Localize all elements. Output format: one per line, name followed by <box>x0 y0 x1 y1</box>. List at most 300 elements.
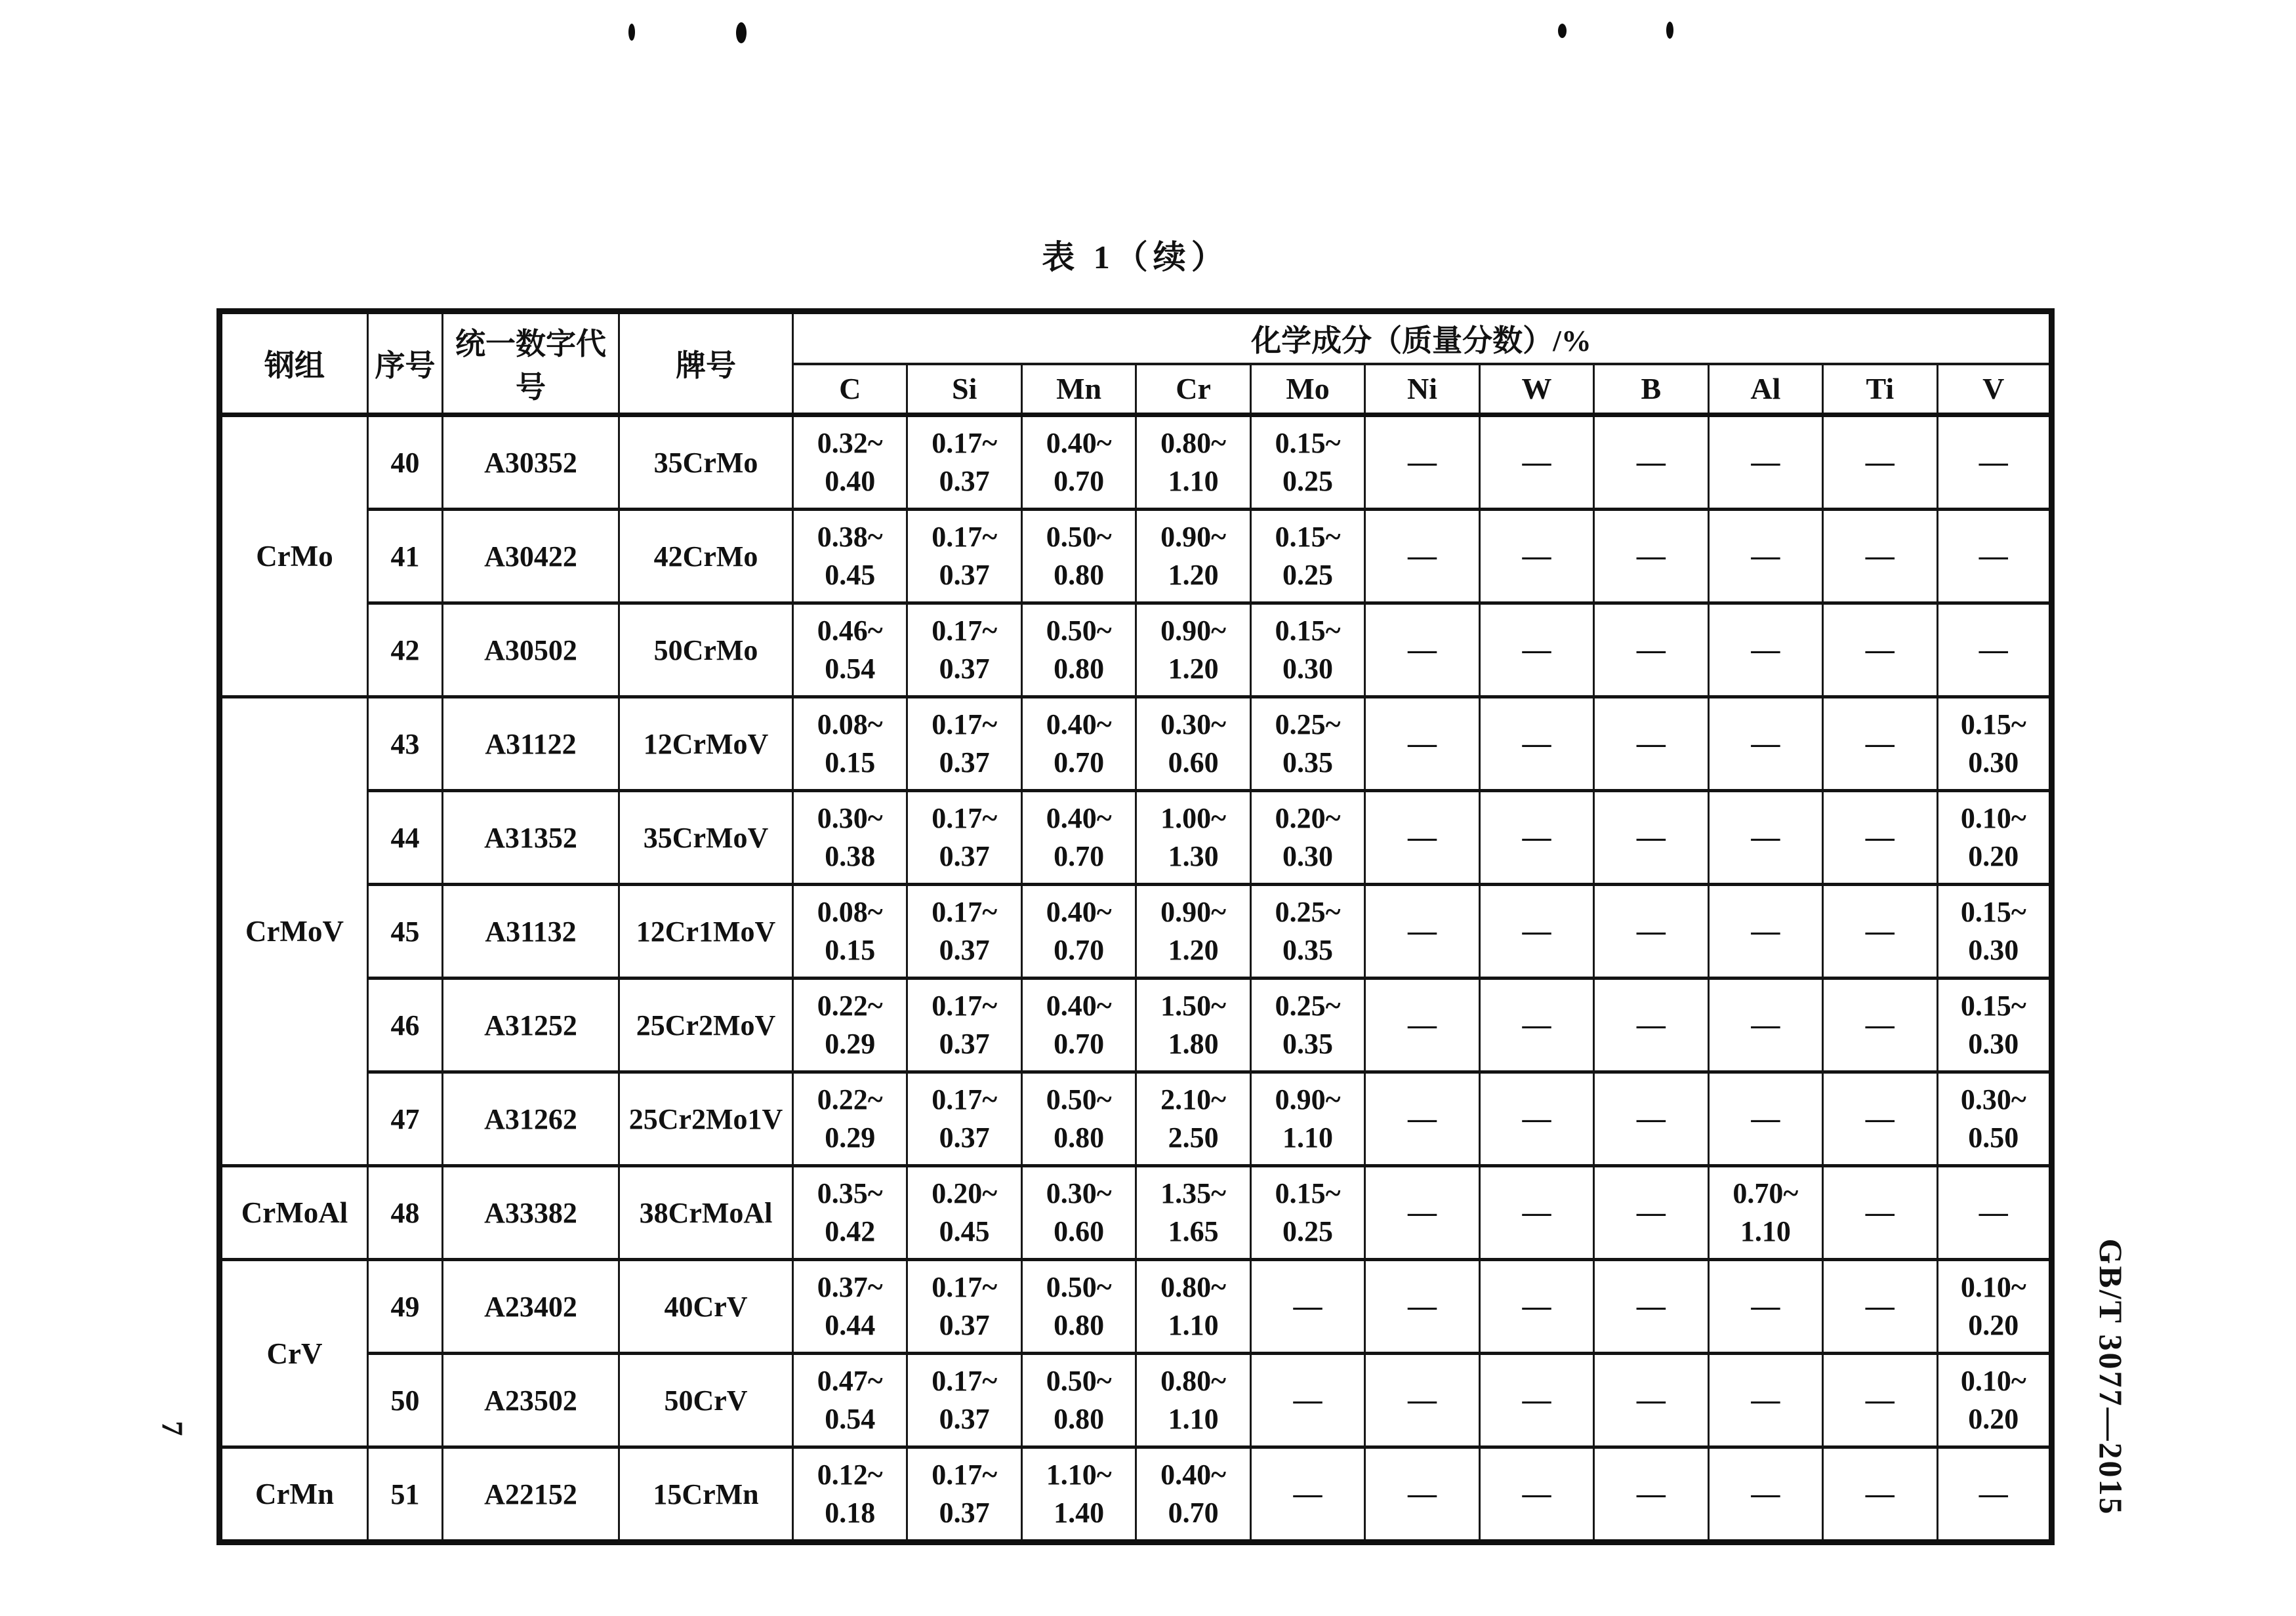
value-cell <box>1937 1166 2051 1260</box>
code-cell: A30502 <box>443 603 619 697</box>
empty-dash: — <box>1522 446 1551 478</box>
value-range-min: 0.17~ <box>932 427 998 459</box>
value-range-max: 0.38 <box>825 840 876 872</box>
empty-dash: — <box>1522 540 1551 572</box>
value-range-min: 0.50~ <box>1046 1365 1112 1397</box>
header-element-b: B <box>1594 364 1708 415</box>
empty-dash: — <box>1636 1290 1666 1322</box>
value-range-max: 1.80 <box>1168 1028 1219 1060</box>
value-cell <box>1250 1354 1364 1447</box>
value-range-min: 0.47~ <box>817 1365 883 1397</box>
empty-dash: — <box>1636 1384 1666 1416</box>
value-cell <box>1708 1166 1822 1260</box>
value-range-max: 0.37 <box>939 465 990 497</box>
scan-speck <box>736 22 747 43</box>
value-cell <box>1021 415 1136 510</box>
value-cell <box>1479 979 1593 1072</box>
page-number: 7 <box>155 1421 190 1436</box>
value-range-max: 0.37 <box>939 840 990 872</box>
value-cell <box>793 885 907 979</box>
value-range-max: 0.29 <box>825 1121 876 1154</box>
empty-dash: — <box>1522 727 1551 759</box>
empty-dash: — <box>1522 1102 1551 1135</box>
empty-dash: — <box>1636 1196 1666 1228</box>
value-cell <box>1365 697 1479 791</box>
group-cell: CrMn <box>220 1447 368 1543</box>
empty-dash: — <box>1751 446 1780 478</box>
value-cell <box>1136 697 1250 791</box>
value-range-max: 0.70 <box>1054 1028 1105 1060</box>
value-cell <box>1708 979 1822 1072</box>
value-cell <box>1708 603 1822 697</box>
empty-dash: — <box>1865 540 1895 572</box>
value-cell <box>1021 1072 1136 1166</box>
empty-dash: — <box>1407 446 1437 478</box>
value-range-max: 1.20 <box>1168 559 1219 591</box>
value-cell <box>907 979 1021 1072</box>
value-cell <box>1136 510 1250 603</box>
empty-dash: — <box>1751 540 1780 572</box>
value-cell <box>1479 1447 1593 1543</box>
value-range-min: 0.40~ <box>1046 990 1112 1022</box>
value-cell <box>1594 1072 1708 1166</box>
value-range-max: 0.25 <box>1282 465 1334 497</box>
value-range-max: 1.10 <box>1168 1309 1219 1341</box>
index-cell: 45 <box>368 885 443 979</box>
grade-cell: 50CrV <box>619 1354 793 1447</box>
value-cell <box>1708 697 1822 791</box>
value-cell <box>1594 1260 1708 1354</box>
header-composition: 化学成分（质量分数）/% <box>793 312 2052 364</box>
value-range-max: 0.70 <box>1054 840 1105 872</box>
value-cell <box>907 1260 1021 1354</box>
empty-dash: — <box>1522 634 1551 666</box>
value-cell <box>1594 979 1708 1072</box>
value-cell <box>1250 885 1364 979</box>
group-cell: CrMoV <box>220 697 368 1166</box>
value-range-min: 0.15~ <box>1275 521 1341 553</box>
value-range-min: 0.90~ <box>1275 1083 1341 1116</box>
value-range-min: 0.40~ <box>1046 708 1112 740</box>
empty-dash: — <box>1751 1102 1780 1135</box>
value-range-min: 0.40~ <box>1046 427 1112 459</box>
value-range-min: 0.22~ <box>817 1083 883 1116</box>
value-cell <box>793 603 907 697</box>
index-cell: 40 <box>368 415 443 510</box>
code-cell: A23502 <box>443 1354 619 1447</box>
index-cell: 43 <box>368 697 443 791</box>
value-cell <box>1250 1166 1364 1260</box>
empty-dash: — <box>1865 1384 1895 1416</box>
value-range-max: 0.25 <box>1282 1215 1334 1247</box>
empty-dash: — <box>1636 1102 1666 1135</box>
value-cell <box>1823 1166 1937 1260</box>
value-range-min: 0.50~ <box>1046 521 1112 553</box>
value-range-min: 0.17~ <box>932 1365 998 1397</box>
grade-cell: 12Cr1MoV <box>619 885 793 979</box>
empty-dash: — <box>1865 727 1895 759</box>
value-cell <box>1365 1072 1479 1166</box>
table-row <box>220 979 2052 1072</box>
value-range-min: 0.15~ <box>1960 990 2026 1022</box>
value-range-max: 0.15 <box>825 746 876 778</box>
value-range-min: 1.10~ <box>1046 1459 1112 1491</box>
value-range-min: 0.17~ <box>932 615 998 647</box>
value-range-min: 0.32~ <box>817 427 883 459</box>
value-cell <box>1937 1260 2051 1354</box>
value-range-min: 0.17~ <box>932 521 998 553</box>
table-row <box>220 1447 2052 1543</box>
value-range-min: 0.17~ <box>932 1271 998 1303</box>
table-row <box>220 603 2052 697</box>
header-element-w: W <box>1479 364 1593 415</box>
empty-dash: — <box>1636 634 1666 666</box>
empty-dash: — <box>1751 1478 1780 1510</box>
value-range-max: 1.40 <box>1054 1497 1105 1529</box>
empty-dash: — <box>1865 1196 1895 1228</box>
value-cell <box>793 1354 907 1447</box>
value-cell <box>907 415 1021 510</box>
header-element-c: C <box>793 364 907 415</box>
index-cell: 48 <box>368 1166 443 1260</box>
value-range-min: 0.40~ <box>1046 896 1112 928</box>
value-range-max: 1.10 <box>1282 1121 1334 1154</box>
value-range-min: 0.30~ <box>1046 1177 1112 1209</box>
empty-dash: — <box>1522 1290 1551 1322</box>
value-range-min: 0.90~ <box>1160 896 1227 928</box>
value-cell <box>907 697 1021 791</box>
grade-cell: 40CrV <box>619 1260 793 1354</box>
value-range-max: 0.37 <box>939 1403 990 1435</box>
group-cell: CrMo <box>220 415 368 697</box>
table-header <box>220 312 2052 415</box>
table-row <box>220 1354 2052 1447</box>
empty-dash: — <box>1636 540 1666 572</box>
value-range-min: 0.46~ <box>817 615 883 647</box>
value-cell <box>1021 697 1136 791</box>
empty-dash: — <box>1751 1009 1780 1041</box>
scan-speck <box>628 24 635 41</box>
value-range-max: 0.70 <box>1054 465 1105 497</box>
code-cell: A31122 <box>443 697 619 791</box>
empty-dash: — <box>1407 1196 1437 1228</box>
value-cell <box>1594 415 1708 510</box>
value-range-max: 0.37 <box>939 934 990 966</box>
value-cell <box>1594 885 1708 979</box>
value-cell <box>1021 885 1136 979</box>
value-cell <box>1823 1072 1937 1166</box>
value-cell <box>793 979 907 1072</box>
value-cell <box>1136 885 1250 979</box>
value-cell <box>1708 885 1822 979</box>
value-cell <box>907 1447 1021 1543</box>
value-cell <box>1594 603 1708 697</box>
value-cell <box>1823 697 1937 791</box>
value-range-min: 0.17~ <box>932 1459 998 1491</box>
value-range-min: 0.17~ <box>932 990 998 1022</box>
header-element-mn: Mn <box>1021 364 1136 415</box>
empty-dash: — <box>1522 1009 1551 1041</box>
value-range-min: 0.15~ <box>1960 708 2026 740</box>
value-cell <box>1365 1166 1479 1260</box>
value-cell <box>907 510 1021 603</box>
grade-cell: 35CrMoV <box>619 791 793 885</box>
value-cell <box>1021 1166 1136 1260</box>
scan-speck <box>1558 24 1567 38</box>
code-cell: A31352 <box>443 791 619 885</box>
empty-dash: — <box>1407 1009 1437 1041</box>
value-cell <box>1708 1447 1822 1543</box>
value-cell <box>1250 1072 1364 1166</box>
header-index: 序号 <box>368 312 443 415</box>
value-range-max: 0.20 <box>1968 1309 2019 1341</box>
table-row <box>220 1260 2052 1354</box>
value-range-max: 1.20 <box>1168 653 1219 685</box>
value-cell <box>1937 415 2051 510</box>
value-range-min: 2.10~ <box>1160 1083 1227 1116</box>
value-cell <box>1479 1354 1593 1447</box>
value-cell <box>1594 697 1708 791</box>
value-cell <box>1937 1072 2051 1166</box>
empty-dash: — <box>1751 915 1780 947</box>
standard-number-side-label: GB/T 3077—2015 <box>2093 1238 2129 1516</box>
value-cell <box>907 603 1021 697</box>
value-range-max: 1.10 <box>1168 1403 1219 1435</box>
value-range-max: 0.25 <box>1282 559 1334 591</box>
value-cell <box>1823 979 1937 1072</box>
value-cell <box>1823 415 1937 510</box>
value-range-min: 0.17~ <box>932 802 998 834</box>
empty-dash: — <box>1865 1290 1895 1322</box>
index-cell: 50 <box>368 1354 443 1447</box>
composition-table <box>216 308 2055 1545</box>
value-range-min: 0.25~ <box>1275 708 1341 740</box>
empty-dash: — <box>1407 1102 1437 1135</box>
header-element-v: V <box>1937 364 2051 415</box>
code-cell: A30422 <box>443 510 619 603</box>
empty-dash: — <box>1636 821 1666 853</box>
header-group: 钢组 <box>220 312 368 415</box>
value-cell <box>793 1447 907 1543</box>
value-range-max: 0.37 <box>939 1309 990 1341</box>
value-range-max: 0.45 <box>939 1215 990 1247</box>
value-cell <box>1250 415 1364 510</box>
value-cell <box>1021 1354 1136 1447</box>
value-cell <box>1365 1447 1479 1543</box>
value-cell <box>1136 979 1250 1072</box>
value-range-max: 0.35 <box>1282 1028 1334 1060</box>
value-range-max: 0.40 <box>825 465 876 497</box>
index-cell: 47 <box>368 1072 443 1166</box>
value-range-max: 0.42 <box>825 1215 876 1247</box>
value-range-min: 0.80~ <box>1160 427 1227 459</box>
value-cell <box>1937 603 2051 697</box>
code-cell: A31252 <box>443 979 619 1072</box>
empty-dash: — <box>1636 446 1666 478</box>
value-cell <box>1708 1260 1822 1354</box>
value-range-max: 2.50 <box>1168 1121 1219 1154</box>
value-cell <box>1479 1260 1593 1354</box>
table-row <box>220 697 2052 791</box>
value-range-min: 0.08~ <box>817 896 883 928</box>
value-cell <box>1823 1260 1937 1354</box>
value-cell <box>1250 697 1364 791</box>
group-cell: CrMoAl <box>220 1166 368 1260</box>
value-cell <box>1594 1166 1708 1260</box>
value-range-max: 0.30 <box>1968 746 2019 778</box>
index-cell: 41 <box>368 510 443 603</box>
empty-dash: — <box>1978 1196 2008 1228</box>
value-cell <box>1021 979 1136 1072</box>
value-cell <box>1479 603 1593 697</box>
table-row <box>220 791 2052 885</box>
value-range-min: 0.20~ <box>932 1177 998 1209</box>
empty-dash: — <box>1865 634 1895 666</box>
value-range-min: 0.40~ <box>1160 1459 1227 1491</box>
value-cell <box>1479 1166 1593 1260</box>
empty-dash: — <box>1751 821 1780 853</box>
value-range-max: 1.10 <box>1168 465 1219 497</box>
value-range-max: 0.35 <box>1282 934 1334 966</box>
value-cell <box>793 1260 907 1354</box>
value-range-max: 1.20 <box>1168 934 1219 966</box>
value-range-min: 0.80~ <box>1160 1271 1227 1303</box>
value-cell <box>1594 1354 1708 1447</box>
value-range-min: 0.15~ <box>1275 427 1341 459</box>
value-cell <box>1594 791 1708 885</box>
value-range-min: 1.50~ <box>1160 990 1227 1022</box>
value-range-min: 0.12~ <box>817 1459 883 1491</box>
group-cell: CrV <box>220 1260 368 1447</box>
grade-cell: 35CrMo <box>619 415 793 510</box>
index-cell: 44 <box>368 791 443 885</box>
value-range-max: 0.37 <box>939 1497 990 1529</box>
value-range-min: 0.22~ <box>817 990 883 1022</box>
empty-dash: — <box>1407 540 1437 572</box>
value-range-max: 0.37 <box>939 559 990 591</box>
empty-dash: — <box>1751 1290 1780 1322</box>
value-cell <box>1823 791 1937 885</box>
header-element-al: Al <box>1708 364 1822 415</box>
empty-dash: — <box>1636 1478 1666 1510</box>
value-cell <box>1021 510 1136 603</box>
grade-cell: 38CrMoAl <box>619 1166 793 1260</box>
value-cell <box>1136 415 1250 510</box>
value-cell <box>1479 697 1593 791</box>
value-range-max: 0.80 <box>1054 653 1105 685</box>
empty-dash: — <box>1293 1290 1322 1322</box>
empty-dash: — <box>1978 446 2008 478</box>
value-cell <box>1365 415 1479 510</box>
value-range-max: 0.70 <box>1168 1497 1219 1529</box>
value-range-min: 0.40~ <box>1046 802 1112 834</box>
value-range-max: 0.30 <box>1968 934 2019 966</box>
value-range-max: 0.30 <box>1282 840 1334 872</box>
empty-dash: — <box>1865 915 1895 947</box>
value-range-min: 0.25~ <box>1275 896 1341 928</box>
header-element-mo: Mo <box>1250 364 1364 415</box>
empty-dash: — <box>1407 915 1437 947</box>
code-cell: A23402 <box>443 1260 619 1354</box>
value-range-max: 0.37 <box>939 1121 990 1154</box>
table-row <box>220 1072 2052 1166</box>
value-cell <box>1823 603 1937 697</box>
value-cell <box>1708 1354 1822 1447</box>
empty-dash: — <box>1522 915 1551 947</box>
value-cell <box>1365 791 1479 885</box>
empty-dash: — <box>1522 1478 1551 1510</box>
value-range-min: 0.17~ <box>932 1083 998 1116</box>
value-range-min: 0.08~ <box>817 708 883 740</box>
empty-dash: — <box>1978 634 2008 666</box>
value-range-max: 1.10 <box>1740 1215 1791 1247</box>
value-cell <box>1250 1447 1364 1543</box>
index-cell: 46 <box>368 979 443 1072</box>
value-cell <box>1136 1260 1250 1354</box>
value-cell <box>793 791 907 885</box>
value-cell <box>1823 1447 1937 1543</box>
value-range-min: 0.15~ <box>1275 1177 1341 1209</box>
value-cell <box>1937 1447 2051 1543</box>
value-cell <box>1250 603 1364 697</box>
value-range-max: 0.44 <box>825 1309 876 1341</box>
value-cell <box>1937 1354 2051 1447</box>
value-cell <box>1365 885 1479 979</box>
value-range-max: 0.20 <box>1968 840 2019 872</box>
value-cell <box>1365 1354 1479 1447</box>
value-cell <box>1479 885 1593 979</box>
value-range-min: 0.50~ <box>1046 1271 1112 1303</box>
empty-dash: — <box>1407 727 1437 759</box>
table-row <box>220 415 2052 510</box>
code-cell: A33382 <box>443 1166 619 1260</box>
value-range-max: 0.37 <box>939 746 990 778</box>
empty-dash: — <box>1407 1478 1437 1510</box>
value-range-max: 1.30 <box>1168 840 1219 872</box>
value-range-min: 0.90~ <box>1160 521 1227 553</box>
value-range-min: 0.35~ <box>817 1177 883 1209</box>
table-body <box>220 415 2052 1543</box>
grade-cell: 50CrMo <box>619 603 793 697</box>
empty-dash: — <box>1522 1196 1551 1228</box>
value-range-max: 0.30 <box>1282 653 1334 685</box>
value-range-max: 0.29 <box>825 1028 876 1060</box>
value-cell <box>1937 510 2051 603</box>
grade-cell: 25Cr2Mo1V <box>619 1072 793 1166</box>
value-cell <box>1708 415 1822 510</box>
value-range-min: 0.30~ <box>1960 1083 2026 1116</box>
empty-dash: — <box>1751 1384 1780 1416</box>
value-cell <box>1479 791 1593 885</box>
value-cell <box>907 1166 1021 1260</box>
value-cell <box>1365 1260 1479 1354</box>
value-range-max: 0.15 <box>825 934 876 966</box>
value-cell <box>1021 1447 1136 1543</box>
value-range-min: 0.50~ <box>1046 1083 1112 1116</box>
value-range-max: 0.80 <box>1054 1121 1105 1154</box>
value-cell <box>1250 791 1364 885</box>
empty-dash: — <box>1522 821 1551 853</box>
value-cell <box>1136 603 1250 697</box>
grade-cell: 12CrMoV <box>619 697 793 791</box>
header-element-ni: Ni <box>1365 364 1479 415</box>
value-cell <box>907 885 1021 979</box>
index-cell: 49 <box>368 1260 443 1354</box>
value-range-max: 0.37 <box>939 653 990 685</box>
empty-dash: — <box>1522 1384 1551 1416</box>
value-range-min: 0.25~ <box>1275 990 1341 1022</box>
empty-dash: — <box>1636 915 1666 947</box>
